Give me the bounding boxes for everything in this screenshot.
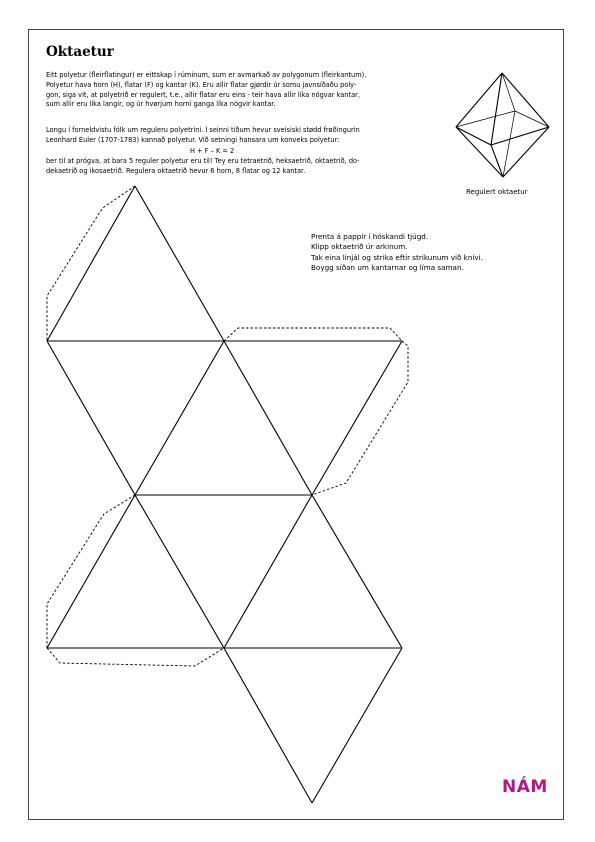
instruction-line: Klipp oktaetrið úr arkinum.: [311, 242, 408, 252]
page-title: Oktaetur: [46, 44, 114, 60]
text-line: Eitt polyetur (fleirflatingur) er eittskap í rúminum, sum er avmarkað av polygonum (fleirkantum).: [46, 71, 367, 79]
text-line: sum allir eru líka langir, og úr hvørjum horni ganga líka nógvir kantar.: [46, 100, 276, 109]
glue-flap: [47, 648, 224, 666]
text-line: dekaetrið og ikosaetrið. Regulera oktaetrið hevur 6 horn, 8 flatar og 12 kantar.: [46, 166, 306, 175]
text-line: Polyetur hava horn (H), flatar (F) og kantar (K). Eru allir flatar gjørdir úr somu javnsíðaðu poly-: [46, 80, 357, 89]
nam-logo: NÁM: [502, 777, 548, 797]
glue-flap: [312, 341, 408, 495]
instruction-line: Tak eina linjál og strika eftir strikunum við knívi.: [311, 252, 483, 262]
figure-caption: Regulert oktaetur: [466, 188, 528, 196]
glue-flap: [224, 328, 402, 341]
text-line: gon, siga vit, at polyetrið er regulert, t.e., allir flatar eru eins - teir hava allir líka nógvar kantar,: [46, 90, 360, 99]
instruction-line: Prenta á pappír í hóskandi tjúgd.: [311, 232, 429, 241]
instruction-line: Boygg síðan um kantarnar og líma saman.: [311, 263, 464, 273]
text-line: Longu í forneldvistu fólk um reguleru polyetrini. Í seinni tíðum hevur sveisiski stødd frøðingurin: [46, 126, 360, 134]
euler-formula: H + F – K = 2: [190, 147, 235, 155]
text-line: ber til at prógva, at bara 5 reguler polyetur eru til! Tey eru tetraetrið, heksaetrið, oktaetrið, do-: [46, 157, 360, 165]
text-line: Leonhard Euler (1707-1783) kannað polyetur. Við setningi hansara um konveks polyetur:: [46, 135, 340, 144]
